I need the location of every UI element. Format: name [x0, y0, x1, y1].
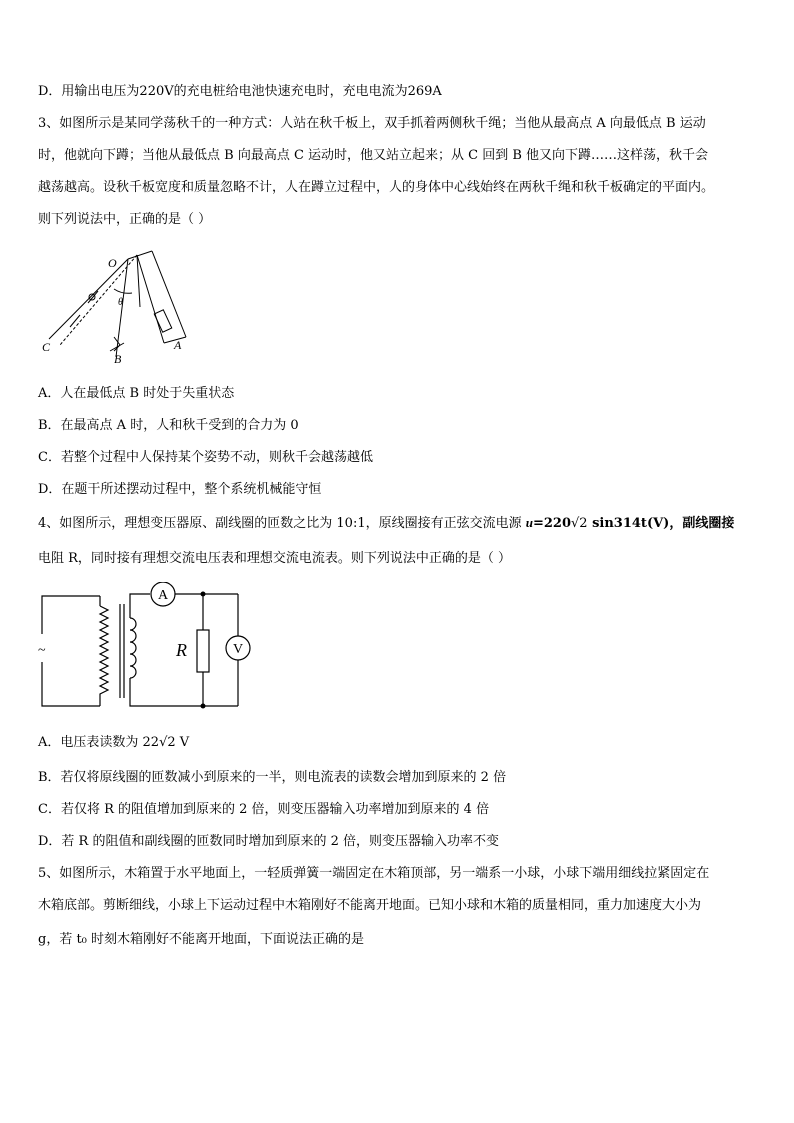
q3-option-b: B．在最高点 A 时，人和秋千受到的合力为 0 — [38, 418, 299, 433]
resistor-label: R — [176, 640, 187, 660]
q4-option-d: D．若 R 的阻值和副线圈的匝数同时增加到原来的 2 倍，则变压器输入功率不变 — [38, 834, 500, 849]
q4-stem-line-1 — [38, 514, 760, 532]
q4-option-a-unit: V — [175, 735, 190, 750]
q4-stem-line-2: 电阻 R，同时接有理想交流电压表和理想交流电流表。则下列说法中正确的是（ ） — [38, 551, 512, 566]
q4-option-a-sqrt: √2 — [159, 735, 176, 750]
q4-sin: sin314t(V)，副线圈接 — [587, 516, 735, 531]
q3-stem-line-4: 则下列说法中，正确的是（ ） — [38, 212, 212, 227]
q5-stem-line-1: 5、如图所示，木箱置于水平地面上，一轻质弹簧一端固定在木箱顶部，另一端系一小球，小球下端用细线拉紧固定在 — [38, 866, 710, 881]
q3-stem-line-2: 时，他就向下蹲；当他从最低点 B 向最高点 C 运动时，他又站立起来；从 C 回到 B 他又向下蹲……这样荡，秋千会 — [38, 148, 709, 163]
q4-var-u: u — [525, 515, 533, 530]
swing-label-theta: θ — [118, 297, 123, 308]
q4-stem-text: 4、如图所示，理想变压器原、副线圈的匝数之比为 10:1，原线圈接有正弦交流电源 — [38, 516, 526, 531]
q3-stem-line-3: 越荡越高。设秋千板宽度和质量忽略不计，人在蹲立过程中，人的身体中心线始终在两秋千绳和秋千板确定的平面内。 — [38, 180, 715, 195]
q4-sqrt: √2 — [571, 516, 588, 531]
ammeter-label: A — [158, 588, 169, 603]
q4-option-a — [38, 734, 760, 751]
q4-option-b: B．若仅将原线圈的匝数减小到原来的一半，则电流表的读数会增加到原来的 2 倍 — [38, 770, 507, 785]
swing-figure — [40, 245, 200, 365]
swing-label-a: A — [174, 338, 182, 352]
q5-stem-line-3: g，若 t₀ 时刻木箱刚好不能离开地面，下面说法正确的是 — [38, 932, 365, 947]
transformer-circuit-figure — [38, 582, 274, 714]
q3-option-c: C．若整个过程中人保持某个姿势不动，则秋千会越荡越低 — [38, 450, 373, 465]
swing-label-o: O — [108, 256, 117, 270]
q5-stem-line-2: 木箱底部。剪断细线，小球上下运动过程中木箱刚好不能离开地面。已知小球和木箱的质量相同，重力加速度大小为 — [38, 898, 702, 913]
q4-option-a-text: A．电压表读数为 22 — [38, 735, 160, 750]
swing-label-b: B — [114, 352, 122, 365]
q2-option-d: D．用输出电压为220V的充电桩给电池快速充电时，充电电流为269A — [38, 84, 442, 99]
q3-option-a: A．人在最低点 B 时处于失重状态 — [38, 386, 235, 401]
voltmeter-label: V — [233, 642, 244, 657]
q3-stem-line-1: 3、如图所示是某同学荡秋千的一种方式：人站在秋千板上，双手抓着两侧秋千绳；当他从最高点 A 向最低点 B 运动 — [38, 116, 706, 131]
q3-option-d: D．在题干所述摆动过程中，整个系统机械能守恒 — [38, 482, 322, 497]
q4-eq: =220 — [532, 516, 571, 531]
q4-option-c: C．若仅将 R 的阻值增加到原来的 2 倍，则变压器输入功率增加到原来的 4 倍 — [38, 802, 490, 817]
ac-source-symbol: ~ — [38, 643, 46, 658]
swing-label-c: C — [42, 340, 51, 354]
